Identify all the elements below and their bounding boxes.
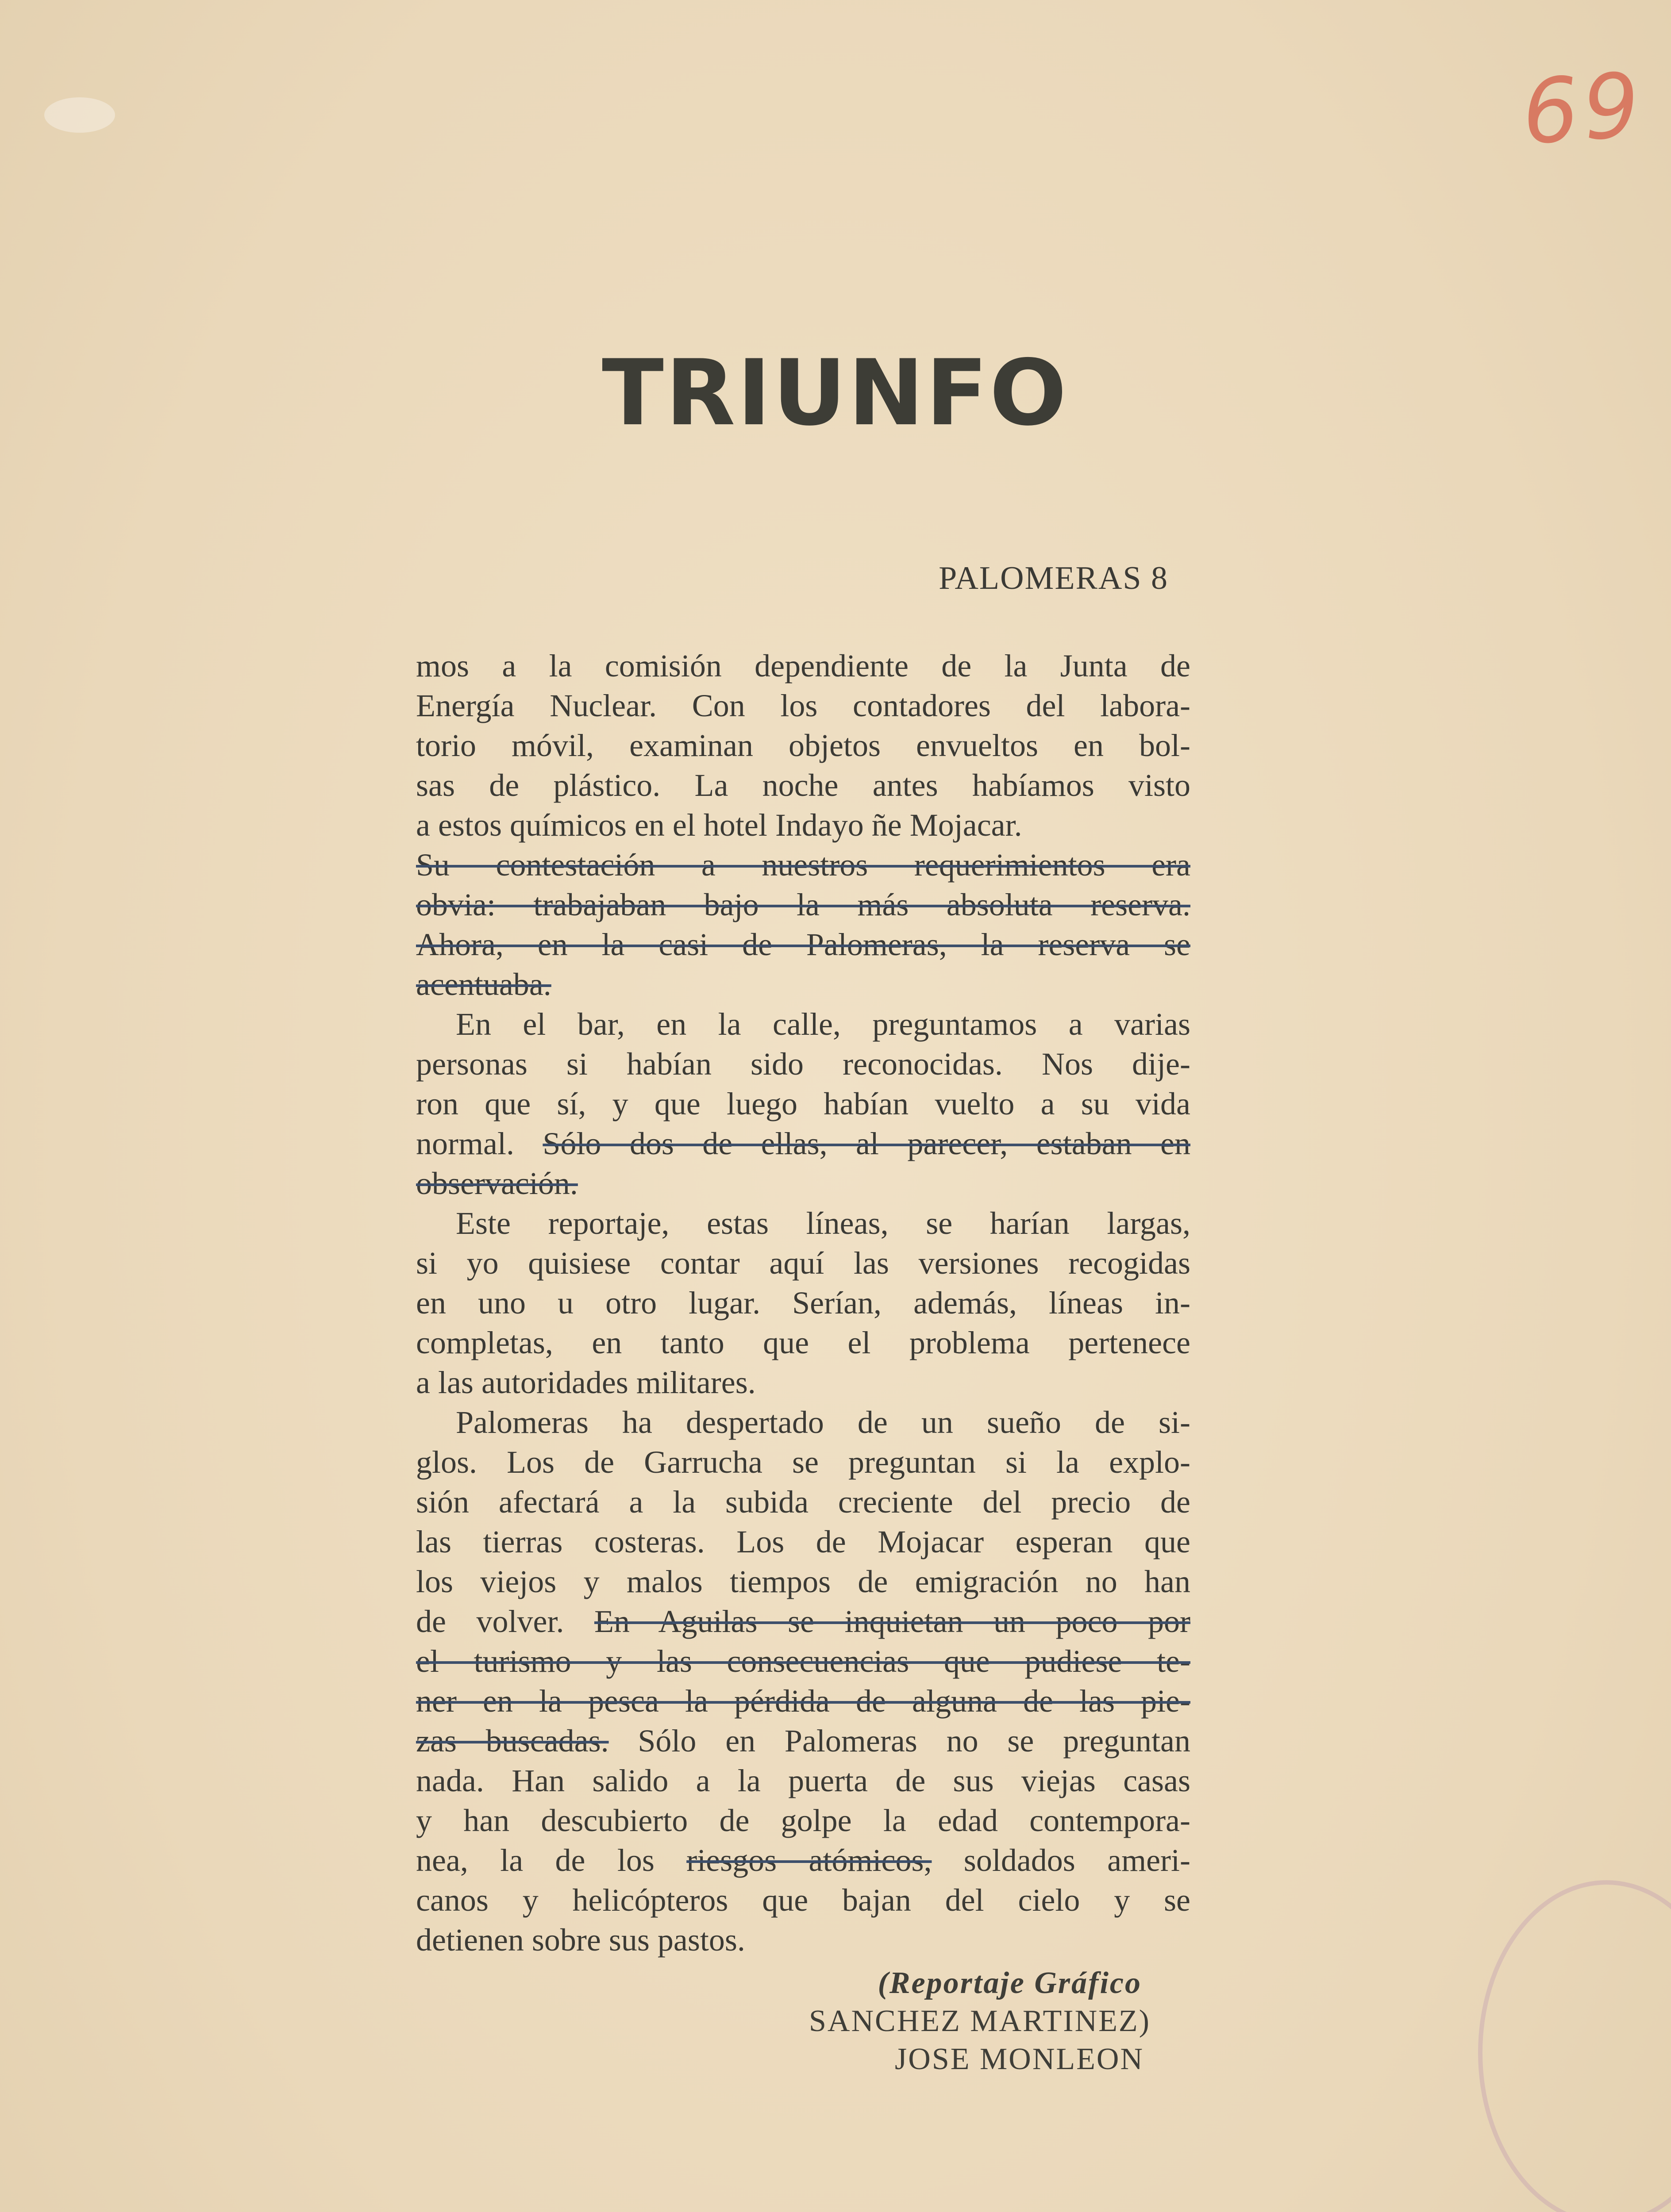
struck-text: acentuaba. — [416, 967, 551, 1002]
publication-stamp: TRIUNFO — [602, 341, 1069, 446]
running-header: PALOMERAS 8 — [939, 560, 1168, 596]
text-line — [416, 1562, 1190, 1601]
struck-text: obvia: trabajaban bajo la más absoluta reserva. — [416, 887, 1190, 922]
text-line — [416, 1801, 1190, 1840]
text-segment: a estos químicos en el hotel Indayo ñe Mojacar. — [416, 807, 1022, 843]
text-line — [416, 1044, 1190, 1084]
text-segment: torio móvil, examinan objetos envueltos en bol- — [416, 728, 1190, 763]
text-line — [416, 765, 1190, 805]
struck-text: el turismo y las consecuencias que pudiese te- — [416, 1644, 1190, 1679]
text-segment: y han descubierto de golpe la edad contempora- — [416, 1803, 1190, 1838]
article-body — [416, 646, 1190, 1960]
text-line — [416, 1920, 1190, 1960]
stain-ring — [1478, 1880, 1671, 2212]
text-segment: En el bar, en la calle, preguntamos a varias — [456, 1006, 1190, 1042]
struck-text: En Aguilas se inquietan un poco por — [594, 1604, 1190, 1639]
text-line — [416, 646, 1190, 686]
struck-text: riesgos atómicos, — [686, 1843, 932, 1878]
text-segment: soldados ameri- — [932, 1843, 1191, 1878]
text-line — [416, 1283, 1190, 1323]
text-segment: ron que sí, y que luego habían vuelto a su vida — [416, 1086, 1190, 1121]
text-segment: nea, la de los — [416, 1843, 687, 1878]
text-segment: sión afectará a la subida creciente del precio de — [416, 1484, 1190, 1520]
text-segment: en uno u otro lugar. Serían, además, líneas in- — [416, 1285, 1190, 1321]
text-line — [416, 1363, 1190, 1402]
text-line — [416, 1641, 1190, 1681]
text-segment: Palomeras ha despertado de un sueño de si- — [456, 1405, 1190, 1440]
text-line — [416, 1442, 1190, 1482]
text-segment: detienen sobre sus pastos. — [416, 1922, 745, 1958]
text-segment: sas de plástico. La noche antes habíamos visto — [416, 768, 1190, 803]
text-segment: mos a la comisión dependiente de la Junta de — [416, 648, 1190, 684]
struck-text: ner en la pesca la pérdida de alguna de las pie- — [416, 1683, 1190, 1719]
text-line — [416, 845, 1190, 885]
text-line — [416, 1124, 1190, 1164]
text-line — [416, 1880, 1190, 1920]
text-segment: Sólo en Palomeras no se preguntan — [608, 1723, 1190, 1759]
text-line — [416, 1840, 1190, 1880]
text-segment: completas, en tanto que el problema pertenece — [416, 1325, 1190, 1360]
text-segment: las tierras costeras. Los de Mojacar esperan que — [416, 1524, 1190, 1559]
text-segment: de volver. — [416, 1604, 594, 1639]
text-line — [416, 1004, 1190, 1044]
text-line — [416, 1721, 1190, 1761]
credit-author: JOSE MONLEON — [895, 2042, 1144, 2076]
text-line — [416, 1681, 1190, 1721]
struck-text: zas buscadas. — [416, 1723, 609, 1759]
text-line — [416, 964, 1190, 1004]
article-credits — [690, 1964, 1151, 2078]
credit-photographer: SANCHEZ MARTINEZ) — [809, 2004, 1151, 2038]
text-line — [416, 1761, 1190, 1801]
text-segment: personas si habían sido reconocidas. Nos dije- — [416, 1046, 1190, 1082]
credit-photo-report: (Reportaje Gráfico — [878, 1966, 1142, 2000]
text-line — [416, 1402, 1190, 1442]
text-line — [416, 686, 1190, 726]
text-segment: nada. Han salido a la puerta de sus viejas casas — [416, 1763, 1190, 1798]
paper-smudge — [44, 97, 115, 133]
text-line — [416, 1482, 1190, 1522]
text-line — [416, 1243, 1190, 1283]
text-segment: si yo quisiese contar aquí las versiones recogidas — [416, 1245, 1190, 1281]
struck-text: Su contestación a nuestros requerimientos era — [416, 847, 1190, 883]
text-line — [416, 1203, 1190, 1243]
text-segment: Este reportaje, estas líneas, se harían largas, — [456, 1206, 1190, 1241]
text-segment: Energía Nuclear. Con los contadores del labora- — [416, 688, 1190, 723]
text-line — [416, 726, 1190, 765]
text-line — [416, 925, 1190, 964]
struck-text: observación. — [416, 1166, 578, 1201]
text-line — [416, 1522, 1190, 1562]
page-folio-number: 69 — [1519, 53, 1648, 165]
text-segment: glos. Los de Garrucha se preguntan si la explo- — [416, 1444, 1190, 1480]
struck-text: Sólo dos de ellas, al parecer, estaban en — [543, 1126, 1190, 1161]
text-segment: canos y helicópteros que bajan del cielo y se — [416, 1882, 1190, 1918]
text-line — [416, 805, 1190, 845]
text-line — [416, 1323, 1190, 1363]
text-segment: a las autoridades militares. — [416, 1365, 756, 1400]
text-line — [416, 1084, 1190, 1124]
text-segment: los viejos y malos tiempos de emigración no han — [416, 1564, 1190, 1599]
text-line — [416, 1601, 1190, 1641]
text-line — [416, 885, 1190, 925]
text-line — [416, 1164, 1190, 1203]
struck-text: Ahora, en la casi de Palomeras, la reserva se — [416, 927, 1190, 962]
text-segment: normal. — [416, 1126, 543, 1161]
